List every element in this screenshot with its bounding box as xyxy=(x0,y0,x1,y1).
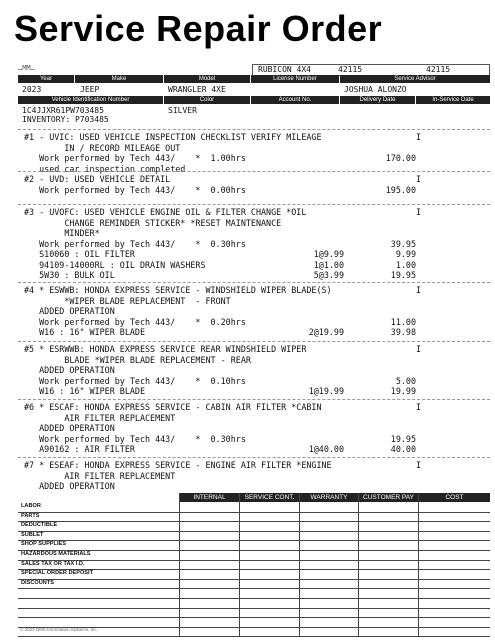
item-line: #5 * ESRWWB: HONDA EXPRESS SERVICE REAR WINDSHIELD WIPER xyxy=(24,344,307,354)
col-cost: COST xyxy=(419,493,490,502)
page-title: Service Repair Order xyxy=(14,8,383,49)
item-line: BLADE *WIPER BLADE REPLACEMENT - REAR xyxy=(24,354,251,365)
totals-row-label: HAZARDOUS MATERIALS xyxy=(21,551,91,557)
column-divider xyxy=(299,493,300,636)
item-flag: I xyxy=(416,174,422,184)
item-amount: 39.98 xyxy=(390,327,416,337)
item-line: ADDED OPERATION xyxy=(24,306,115,316)
totals-row-label: DEDUCTIBLE xyxy=(21,522,58,529)
label-license: License Number xyxy=(251,75,339,83)
item-separator xyxy=(18,204,490,205)
item-line: Work performed by Tech 443/ * 0.00hrs xyxy=(24,184,246,195)
totals-row-label: SUBLET xyxy=(21,531,44,538)
item-amount: 11.00 xyxy=(390,316,416,327)
ro-number-2: 42115 xyxy=(426,65,451,74)
item-amount: 19.99 xyxy=(390,386,416,396)
label-vin: Vehicle Identification Number xyxy=(18,96,163,104)
vehicle-make: JEEP xyxy=(80,85,100,94)
item-line: AIR FILTER REPLACEMENT xyxy=(24,470,176,481)
item-line: 5W30 : BULK OIL xyxy=(24,270,115,280)
totals-row-label: SPECIAL ORDER DEPOSIT xyxy=(21,570,94,577)
totals-row-label: SALES TAX OR TAX I.D. xyxy=(21,560,85,567)
column-divider xyxy=(179,493,180,636)
item-line: CHANGE REMINDER STICKER* *RESET MAINTENANCE xyxy=(24,217,282,228)
column-divider xyxy=(358,493,359,636)
item-separator xyxy=(18,282,490,283)
item-amount: 19.95 xyxy=(390,433,416,444)
item-flag: I xyxy=(416,460,422,470)
vin: 1C4JJXR61PW703485 xyxy=(22,106,104,115)
label-advisor: Service Advisor xyxy=(340,75,490,83)
item-line: ADDED OPERATION xyxy=(24,423,115,433)
item-line: *WIPER BLADE REPLACEMENT - FRONT xyxy=(24,295,231,306)
item-qty-price: 1@9.99 xyxy=(313,249,344,259)
label-color: Color xyxy=(164,96,250,104)
item-qty-price: 2@19.99 xyxy=(308,327,344,337)
item-separator xyxy=(18,171,490,172)
repair-order-form xyxy=(18,60,490,634)
item-flag: I xyxy=(416,132,422,142)
item-line: Work performed by Tech 443/ * 0.30hrs xyxy=(24,433,246,444)
item-line: Work performed by Tech 443/ * 0.20hrs xyxy=(24,316,246,327)
vehicle-year: 2023 xyxy=(22,85,42,94)
item-flag: I xyxy=(416,344,422,354)
item-line: Work performed by Tech 443/ * 1.00hrs xyxy=(24,153,246,163)
service-advisor: JOSHUA ALONZO xyxy=(344,85,407,94)
item-line: #3 - UVOFC: USED VEHICLE ENGINE OIL & FILTER CHANGE *OIL xyxy=(24,207,307,217)
col-warranty: WARRANTY xyxy=(300,493,358,502)
item-flag: I xyxy=(416,285,422,295)
item-amount: 195.00 xyxy=(385,184,416,195)
label-make: Make xyxy=(75,75,163,83)
item-line: #4 * ESWWB: HONDA EXPRESS SERVICE - WINDSHIELD WIPER BLADE(S) xyxy=(24,285,332,295)
totals-row-label: SHOP SUPPLIES xyxy=(21,541,66,548)
col-internal: INTERNAL xyxy=(180,493,239,502)
item-amount: 5.00 xyxy=(395,375,416,386)
item-amount: 19.95 xyxy=(390,270,416,280)
vehicle-color: SILVER xyxy=(168,106,197,115)
item-qty-price: 5@3.99 xyxy=(313,270,344,280)
item-line: Work performed by Tech 443/ * 0.30hrs xyxy=(24,238,246,249)
item-amount: 1.00 xyxy=(395,259,416,270)
item-line: W16 : 16" WIPER BLADE xyxy=(24,327,146,337)
column-divider xyxy=(418,493,419,636)
item-qty-price: 1@19.99 xyxy=(308,386,344,396)
item-line: ADDED OPERATION xyxy=(24,481,115,491)
item-line: used car inspection completed xyxy=(24,163,186,174)
totals-row-label: LABOR xyxy=(21,503,41,509)
item-separator xyxy=(18,129,490,130)
item-line: A90162 : AIR FILTER xyxy=(24,444,135,454)
item-amount: 40.00 xyxy=(390,444,416,454)
date-line: …MM… xyxy=(18,64,35,72)
totals-row-label: PARTS xyxy=(21,512,40,519)
item-line: S10060 : OIL FILTER xyxy=(24,249,135,259)
totals-row-label: DISCOUNTS xyxy=(21,579,54,586)
label-delivery: Delivery Date xyxy=(340,96,415,104)
item-amount: 39.95 xyxy=(390,238,416,249)
item-flag: I xyxy=(416,402,422,412)
column-divider xyxy=(239,493,240,636)
vehicle-model: WRANGLER 4XE xyxy=(168,85,226,94)
col-customer-pay: CUSTOMER PAY xyxy=(359,493,418,502)
item-line: AIR FILTER REPLACEMENT xyxy=(24,412,176,423)
item-amount: 9.99 xyxy=(395,249,416,259)
item-qty-price: 1@40.00 xyxy=(308,444,344,454)
label-in-service: In-Service Date xyxy=(416,96,490,104)
item-line: IN / RECORD MILEAGE OUT xyxy=(24,142,181,153)
item-line: W16 : 16" WIPER BLADE xyxy=(24,386,146,396)
item-separator xyxy=(18,457,490,458)
item-flag: I xyxy=(416,207,422,217)
item-line: ADDED OPERATION xyxy=(24,365,115,375)
item-line: MINDER* xyxy=(24,228,100,238)
item-separator xyxy=(18,399,490,400)
item-line: #2 - UVD: USED VEHICLE DETAIL xyxy=(24,174,171,184)
item-line: #1 - UVIC: USED VEHICLE INSPECTION CHECKLIST VERIFY MILEAGE xyxy=(24,132,322,142)
label-account: Account No. xyxy=(251,96,339,104)
label-year: Year xyxy=(18,75,74,83)
inventory-number: INVENTORY: P703485 xyxy=(22,115,109,124)
item-amount: 170.00 xyxy=(385,153,416,163)
model-trim: RUBICON 4X4 xyxy=(258,65,311,74)
col-service-contract: SERVICE CONT. xyxy=(240,493,299,502)
copyright: © 2023 DMS Information Systems, Inc. xyxy=(20,627,98,632)
label-model: Model xyxy=(164,75,250,83)
item-separator xyxy=(18,341,490,342)
item-line: #7 * ESEAF: HONDA EXPRESS SERVICE - ENGINE AIR FILTER *ENGINE xyxy=(24,460,332,470)
item-line: #6 * ESCAF: HONDA EXPRESS SERVICE - CABIN AIR FILTER *CABIN xyxy=(24,402,322,412)
item-line: 94109-14000RL : OIL DRAIN WASHERS xyxy=(24,259,206,270)
item-qty-price: 1@1.00 xyxy=(313,259,344,270)
item-line: Work performed by Tech 443/ * 0.10hrs xyxy=(24,375,246,386)
ro-number: 42115 xyxy=(338,65,363,74)
